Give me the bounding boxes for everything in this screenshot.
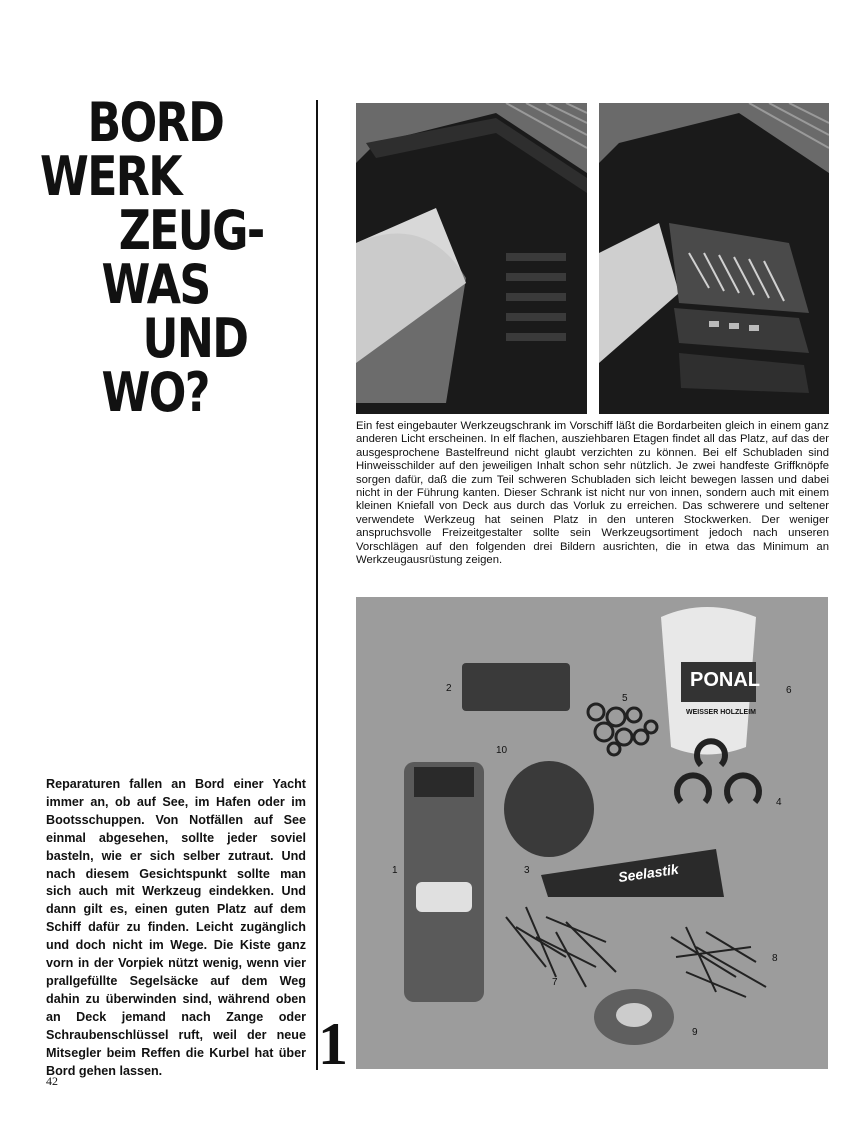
- photo-label-5: 5: [622, 693, 628, 704]
- headline-line-5: UND: [142, 307, 248, 370]
- photo-label-6: 6: [786, 685, 792, 696]
- product-label-tube: Seelastik: [617, 860, 680, 886]
- photo-label-10: 10: [496, 745, 508, 756]
- product-label-ponal: PONAL: [690, 669, 760, 691]
- headline-line-4: WAS: [101, 253, 210, 316]
- photo-label-3: 3: [524, 865, 530, 876]
- figure-number: 1: [318, 1011, 348, 1077]
- photo-label-1: 1: [392, 865, 398, 876]
- body-text: [46, 776, 306, 1080]
- photo-label-9: 9: [692, 1027, 698, 1038]
- photo-label-8: 8: [772, 953, 778, 964]
- body-paragraph: Reparaturen fallen an Bord einer Yacht immer an, ob auf See, im Hafen oder im Bootsschuppen. Von Notfällen auf See einmal abgesehen, sollte jeder soviel basteln, wie er sich selber zutraut. Und nach diesem Gesichtspunkt sollte man sich auch mit Werkzeug eindekken. Und dann gilt es, einen guten Platz auf dem Schiff dafür zu finden. Leicht zugänglich und doch nicht im Wege. Die Kiste ganz vorn in der Vorpiek nützt wenig, wenn vier prallgefüllte Segelsäcke auf dem Weg dahin zu überwinden sind, während oben an Deck jemand nach Zange oder Schraubenschlüssel ruft, weil der neue Mitsegler beim Reffen die Kurbel hat über Bord gehen lassen.: [46, 777, 306, 1078]
- photo-label-7: 7: [552, 977, 558, 988]
- headline-line-6: WO?: [101, 361, 209, 424]
- product-label-ponal-sub: WEISSER HOLZLEIM: [686, 709, 756, 716]
- headline-line-1: BORD: [87, 91, 224, 154]
- photo-caption: [356, 420, 829, 567]
- page-number: 42: [46, 1074, 58, 1088]
- photo-label-4: 4: [776, 797, 782, 808]
- photo-cabinet-open: [599, 103, 829, 414]
- headline-line-3: ZEUG-: [118, 199, 264, 262]
- column-divider: [316, 100, 318, 1070]
- headline: [40, 91, 264, 424]
- headline-line-2: WERK: [40, 145, 181, 208]
- caption-text: Ein fest eingebauter Werkzeugschrank im Vorschiff läßt die Bordarbeiten gleich in einem ganz anderen Licht erscheinen. In elf flachen, ausziehbaren Etagen findet all das Platz, auf das der ausgesprochene Bastelfreund nicht glaubt verzichten zu können. Bei elf Schubladen sind Hinweisschilder auf den jeweiligen Inhalt schon sehr nützlich. Je zwei handfeste Griffknöpfe sorgen dafür, daß die zum Teil schweren Schubladen sich leicht bewegen lassen und dabei nicht in der Führung kanten. Dieser Schrank ist nicht nur von innen, sondern auch mit einem kleinen Kniefall von Deck aus durch das Vorluk zu erreichen. Das schwerere und seltener verwendete Werkzeug hat seinen Platz in den unteren Stockwerken. Der weniger anspruchsvolle Freizeitgestalter sollte sein Werkzeugsortiment jedoch nach unseren Vorschlägen auf den folgenden drei Bildern ausrichten, die in etwa das Minimum an Werkzeugausrüstung zeigen.: [356, 420, 829, 567]
- photo-tools: [356, 597, 828, 1069]
- photo-cabinet-closed: [356, 103, 587, 414]
- photo-label-2: 2: [446, 683, 452, 694]
